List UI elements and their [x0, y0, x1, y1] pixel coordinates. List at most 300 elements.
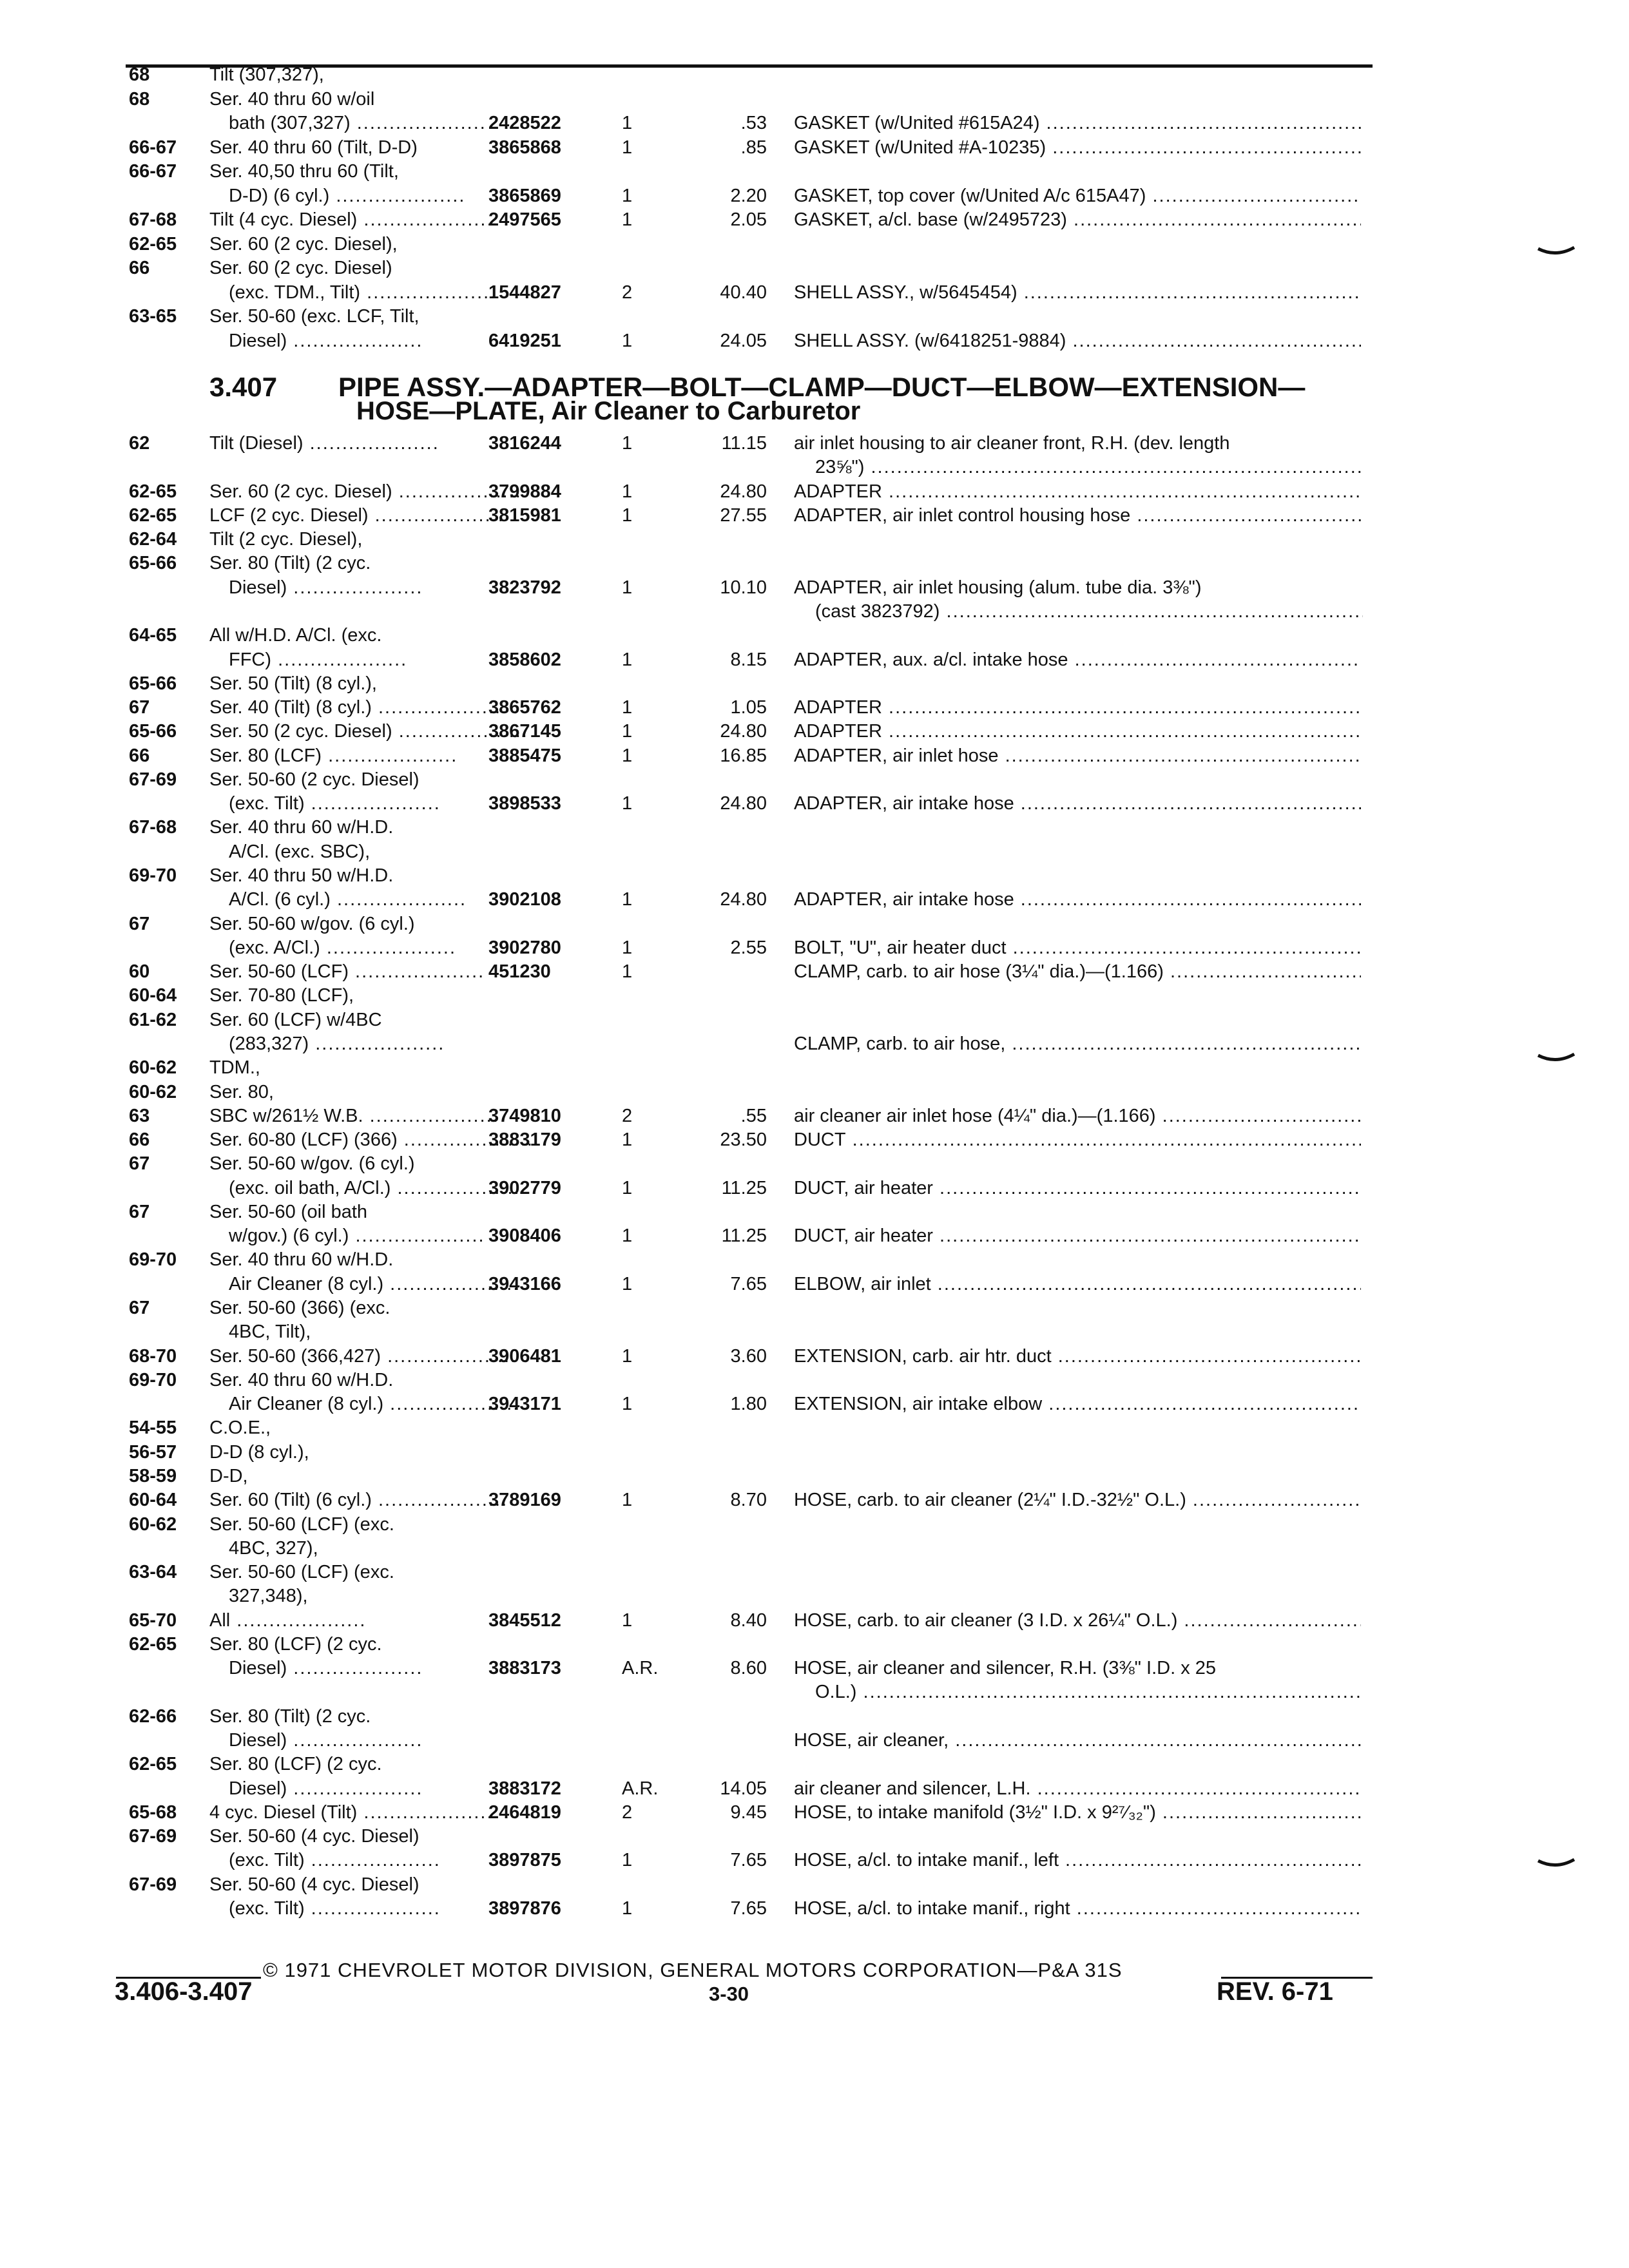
- table-row: [0, 1583, 1629, 1609]
- table-row: [0, 1223, 1629, 1249]
- section-title-line1: PIPE ASSY.—ADAPTER—BOLT—CLAMP—DUCT—ELBOW—EXTENSION—: [338, 372, 1306, 402]
- part-description: HOSE, a/cl. to intake manif., left .....: [794, 1847, 1361, 1873]
- application: Ser. 60 (2 cyc. Diesel),: [209, 233, 398, 255]
- footer-copyright: © 1971 CHEVROLET MOTOR DIVISION, GENERAL MOTORS CORPORATION—P&A 31S: [263, 1959, 1123, 1981]
- table-row: [0, 718, 1629, 744]
- model-years: 62: [129, 433, 150, 454]
- margin-mark: [1537, 244, 1576, 259]
- table-row: [0, 1079, 1629, 1105]
- application: Ser. 40 thru 60 w/H.D.: [209, 1249, 394, 1271]
- table-row: [0, 1055, 1629, 1081]
- model-years: 67: [129, 697, 150, 718]
- quantity: 1: [622, 1345, 633, 1367]
- table-row: [0, 1199, 1629, 1225]
- application: Ser. 50-60 (4 cyc. Diesel): [209, 1874, 419, 1895]
- quantity: 1: [622, 1490, 633, 1511]
- part-description: ADAPTER, air inlet control housing hose .....: [794, 503, 1361, 528]
- quantity: 1: [622, 1898, 633, 1919]
- part-description: ADAPTER .....: [794, 718, 1361, 744]
- model-years: 62-65: [129, 505, 177, 526]
- quantity: 1: [622, 889, 633, 910]
- part-description: HOSE, air cleaner, .....: [794, 1727, 1361, 1753]
- part-number: 3789169: [488, 1490, 561, 1511]
- model-years: 63: [129, 1105, 150, 1126]
- part-number: 3845512: [488, 1610, 561, 1631]
- price: 40.40: [720, 282, 767, 303]
- price: 7.65: [730, 1898, 767, 1919]
- part-description: EXTENSION, air intake elbow .....: [794, 1391, 1361, 1417]
- price: 24.80: [720, 793, 767, 814]
- table-row: [0, 671, 1629, 697]
- model-years: 68: [129, 88, 150, 110]
- part-number: 3902779: [488, 1177, 561, 1198]
- application: Ser. 50-60 (LCF) (exc.: [209, 1562, 394, 1583]
- application: FFC) .....: [229, 647, 407, 673]
- model-years: 67-68: [129, 209, 177, 230]
- part-description: DUCT, air heater .....: [794, 1175, 1361, 1201]
- model-years: 58-59: [129, 1465, 177, 1486]
- part-number: 3897875: [488, 1850, 561, 1871]
- part-description: HOSE, carb. to air cleaner (3 I.D. x 26¼" O.L.) .....: [794, 1608, 1361, 1633]
- price: 24.80: [720, 721, 767, 742]
- price: 24.80: [720, 481, 767, 502]
- part-description: ADAPTER, air intake hose .....: [794, 887, 1361, 912]
- table-row: [0, 1127, 1629, 1153]
- table-row: [0, 911, 1629, 937]
- part-description: SHELL ASSY. (w/6418251-9884) .....: [794, 328, 1361, 354]
- quantity: 1: [622, 481, 633, 502]
- model-years: 60-62: [129, 1081, 177, 1102]
- model-years: 65-66: [129, 721, 177, 742]
- part-description: ADAPTER, air inlet hose .....: [794, 743, 1361, 769]
- application: Ser. 60-80 (LCF) (366) .....: [209, 1127, 534, 1153]
- part-description: HOSE, carb. to air cleaner (2¼" I.D.-32½" O.L.) .....: [794, 1487, 1361, 1513]
- part-description: DUCT, air heater .....: [794, 1223, 1361, 1249]
- application: Ser. 60 (2 cyc. Diesel) .....: [209, 479, 528, 505]
- application: Ser. 60 (LCF) w/4BC: [209, 1009, 382, 1030]
- quantity: 1: [622, 721, 633, 742]
- model-years: 54-55: [129, 1418, 177, 1439]
- table-row: [0, 526, 1629, 552]
- table-row: [0, 1872, 1629, 1898]
- part-number: 3883179: [488, 1129, 561, 1151]
- application: Tilt (Diesel) .....: [209, 430, 439, 456]
- table-row: [0, 1319, 1629, 1345]
- application: Ser. 80 (Tilt) (2 cyc.: [209, 1706, 371, 1727]
- model-years: 66-67: [129, 161, 177, 182]
- table-row: [0, 303, 1629, 329]
- part-number: 3897876: [488, 1898, 561, 1919]
- table-row: [0, 1608, 1629, 1633]
- application: SBC w/261½ W.B. .....: [209, 1103, 499, 1129]
- quantity: 1: [622, 649, 633, 670]
- table-row: [0, 1247, 1629, 1273]
- application: D-D) (6 cyl.) .....: [229, 183, 465, 209]
- table-row: [0, 814, 1629, 840]
- part-description: (cast 3823792) .....: [815, 599, 1363, 624]
- model-years: 62-64: [129, 529, 177, 550]
- table-row: [0, 887, 1629, 912]
- model-years: 60-64: [129, 1490, 177, 1511]
- table-row: [0, 1343, 1629, 1369]
- margin-mark: [1537, 1050, 1576, 1066]
- quantity: 1: [622, 1129, 633, 1151]
- table-row: [0, 231, 1629, 257]
- part-description: O.L.) .....: [815, 1679, 1363, 1705]
- part-number: 3898533: [488, 793, 561, 814]
- model-years: 68: [129, 64, 150, 85]
- table-row: [0, 983, 1629, 1008]
- table-row: [0, 503, 1629, 528]
- quantity: A.R.: [622, 1778, 659, 1799]
- application: 327,348),: [229, 1586, 308, 1607]
- part-number: 3885475: [488, 745, 561, 766]
- application: C.O.E.,: [209, 1418, 271, 1439]
- table-row: [0, 863, 1629, 889]
- table-row: [0, 1896, 1629, 1921]
- model-years: 60: [129, 961, 150, 983]
- table-row: [0, 935, 1629, 961]
- part-description: air cleaner and silencer, L.H. .....: [794, 1776, 1361, 1802]
- price: .53: [740, 113, 767, 133]
- quantity: 1: [622, 697, 633, 718]
- table-row: [0, 1847, 1629, 1873]
- part-number: 3908406: [488, 1225, 561, 1247]
- table-row: [0, 454, 1629, 480]
- price: 8.40: [730, 1610, 767, 1631]
- application: Diesel) .....: [229, 575, 423, 601]
- table-row: [0, 1727, 1629, 1753]
- part-number: 3867145: [488, 721, 561, 742]
- quantity: 1: [622, 793, 633, 814]
- table-row: [0, 1367, 1629, 1393]
- application: Ser. 80 (Tilt) (2 cyc.: [209, 553, 371, 574]
- model-years: 65-68: [129, 1802, 177, 1823]
- table-row: [0, 280, 1629, 305]
- application: Air Cleaner (8 cyl.) .....: [229, 1391, 519, 1417]
- table-row: [0, 1704, 1629, 1729]
- table-row: [0, 62, 1629, 88]
- application: Ser. 50 (Tilt) (8 cyl.),: [209, 673, 377, 694]
- table-row: [0, 695, 1629, 720]
- model-years: 56-57: [129, 1441, 177, 1463]
- application: Ser. 40 thru 60 w/H.D.: [209, 817, 394, 838]
- part-description: GASKET (w/United #615A24) .....: [794, 110, 1361, 136]
- part-number: 3823792: [488, 577, 561, 598]
- table-row: [0, 1535, 1629, 1561]
- application: All .....: [209, 1608, 366, 1633]
- model-years: 60-62: [129, 1057, 177, 1079]
- model-years: 67: [129, 1153, 150, 1175]
- part-description: ADAPTER, aux. a/cl. intake hose .....: [794, 647, 1361, 673]
- table-row: [0, 1776, 1629, 1802]
- price: .55: [740, 1105, 767, 1126]
- part-description: GASKET (w/United #A-10235) .....: [794, 135, 1361, 160]
- part-description: air cleaner air inlet hose (4¼" dia.)—(1.166) .....: [794, 1103, 1361, 1129]
- application: (exc. oil bath, A/Cl.) .....: [229, 1175, 527, 1201]
- price: 23.50: [720, 1129, 767, 1151]
- price: 24.80: [720, 889, 767, 910]
- part-description: DUCT .....: [794, 1127, 1361, 1153]
- application: Ser. 50-60 (366,427) .....: [209, 1343, 517, 1369]
- model-years: 67: [129, 1298, 150, 1319]
- application: bath (307,327) .....: [229, 110, 487, 136]
- model-years: 62-65: [129, 481, 177, 502]
- table-row: [0, 791, 1629, 816]
- part-description: ADAPTER .....: [794, 479, 1361, 505]
- application: Tilt (2 cyc. Diesel),: [209, 529, 363, 550]
- application: Ser. 50-60 (4 cyc. Diesel): [209, 1826, 419, 1847]
- price: 8.60: [730, 1658, 767, 1679]
- part-number: 3749810: [488, 1105, 561, 1126]
- table-row: [0, 430, 1629, 456]
- model-years: 63-64: [129, 1562, 177, 1583]
- quantity: 1: [622, 330, 633, 351]
- table-row: [0, 1151, 1629, 1177]
- table-row: [0, 1559, 1629, 1585]
- quantity: 1: [622, 137, 633, 158]
- part-number: 3865869: [488, 185, 561, 206]
- model-years: 67: [129, 1201, 150, 1222]
- part-number: 3815981: [488, 505, 561, 526]
- quantity: 1: [622, 961, 633, 983]
- application: A/Cl. (exc. SBC),: [229, 841, 371, 862]
- footer-revision: REV. 6-71: [1217, 1977, 1333, 2006]
- part-number: 3902780: [488, 937, 561, 958]
- quantity: 1: [622, 1177, 633, 1198]
- quantity: 1: [622, 937, 633, 958]
- price: 8.15: [730, 649, 767, 670]
- quantity: 1: [622, 1273, 633, 1294]
- application: Ser. 40 thru 60 w/oil: [209, 88, 375, 110]
- table-row: [0, 1175, 1629, 1201]
- part-number: 3799884: [488, 481, 561, 502]
- part-description: ADAPTER .....: [794, 695, 1361, 720]
- application: (exc. Tilt) .....: [229, 1896, 441, 1921]
- application: Diesel) .....: [229, 1727, 423, 1753]
- part-description: CLAMP, carb. to air hose (3¼" dia.)—(1.166) .....: [794, 959, 1361, 985]
- part-number: 2428522: [488, 113, 561, 133]
- model-years: 61-62: [129, 1009, 177, 1030]
- table-row: [0, 328, 1629, 354]
- application: Ser. 80 (LCF) .....: [209, 743, 458, 769]
- quantity: A.R.: [622, 1658, 659, 1679]
- model-years: 66-67: [129, 137, 177, 158]
- price: 1.80: [730, 1394, 767, 1415]
- application: Ser. 50-60 (366) (exc.: [209, 1298, 390, 1319]
- application: Tilt (4 cyc. Diesel) .....: [209, 207, 494, 233]
- footer-copyright-line: [116, 1957, 1373, 1983]
- application: Ser. 50-60 (LCF) (exc.: [209, 1514, 394, 1535]
- table-row: [0, 1655, 1629, 1681]
- table-row: [0, 1631, 1629, 1657]
- application: 4BC, 327),: [229, 1537, 318, 1559]
- model-years: 62-65: [129, 1633, 177, 1655]
- application: Ser. 50-60 (exc. LCF, Tilt,: [209, 306, 419, 327]
- quantity: 1: [622, 1610, 633, 1631]
- price: 14.05: [720, 1778, 767, 1799]
- part-number: 3906481: [488, 1345, 561, 1367]
- part-number: 2497565: [488, 209, 561, 230]
- price: 10.10: [720, 577, 767, 598]
- application: Ser. 80 (LCF) (2 cyc.: [209, 1754, 382, 1775]
- application: D-D (8 cyl.),: [209, 1441, 309, 1463]
- table-row: [0, 767, 1629, 793]
- table-row: [0, 839, 1629, 865]
- application: Ser. 50-60 w/gov. (6 cyl.): [209, 913, 415, 934]
- quantity: 1: [622, 505, 633, 526]
- part-description: HOSE, a/cl. to intake manif., right .....: [794, 1896, 1361, 1921]
- application: Ser. 50 (2 cyc. Diesel) .....: [209, 718, 528, 744]
- quantity: 1: [622, 745, 633, 766]
- quantity: 1: [622, 113, 633, 133]
- application: Ser. 40 thru 60 w/H.D.: [209, 1369, 394, 1390]
- part-number: 3943171: [488, 1394, 561, 1415]
- application: w/gov.) (6 cyl.) .....: [229, 1223, 485, 1249]
- model-years: 65-70: [129, 1610, 177, 1631]
- quantity: 2: [622, 282, 633, 303]
- model-years: 66: [129, 745, 150, 766]
- application: Ser. 60 (Tilt) (6 cyl.) .....: [209, 1487, 508, 1513]
- margin-mark: [1537, 1856, 1576, 1871]
- table-row: [0, 1487, 1629, 1513]
- part-description: CLAMP, carb. to air hose, .....: [794, 1031, 1361, 1057]
- table-row: [0, 1031, 1629, 1057]
- model-years: 68-70: [129, 1345, 177, 1367]
- application: TDM.,: [209, 1057, 260, 1079]
- quantity: 1: [622, 185, 633, 206]
- model-years: 60-62: [129, 1514, 177, 1535]
- price: 7.65: [730, 1850, 767, 1871]
- application: 4BC, Tilt),: [229, 1321, 311, 1343]
- quantity: 1: [622, 1394, 633, 1415]
- table-row: [0, 1271, 1629, 1297]
- part-description: HOSE, air cleaner and silencer, R.H. (3⅜" I.D. x 25: [794, 1658, 1217, 1679]
- table-row: [0, 479, 1629, 505]
- table-row: [0, 1103, 1629, 1129]
- part-number: 3858602: [488, 649, 561, 670]
- application: Ser. 40 thru 50 w/H.D.: [209, 865, 394, 887]
- model-years: 69-70: [129, 1369, 177, 1390]
- section-title-line2: HOSE—PLATE, Air Cleaner to Carburetor: [356, 397, 861, 425]
- footer-section-range: 3.406-3.407: [115, 1977, 253, 2006]
- quantity: 1: [622, 1225, 633, 1247]
- table-row: [0, 159, 1629, 184]
- table-row: [0, 183, 1629, 209]
- part-description: 23⅝") .....: [815, 454, 1363, 480]
- part-number: 3902108: [488, 889, 561, 910]
- model-years: 64-65: [129, 625, 177, 646]
- model-years: 69-70: [129, 1249, 177, 1271]
- part-number: 2464819: [488, 1802, 561, 1823]
- application: All w/H.D. A/Cl. (exc.: [209, 625, 382, 646]
- application: Ser. 50-60 (LCF) .....: [209, 959, 485, 985]
- quantity: 1: [622, 1850, 633, 1871]
- model-years: 65-66: [129, 673, 177, 694]
- price: 16.85: [720, 745, 767, 766]
- table-row: [0, 1391, 1629, 1417]
- quantity: 2: [622, 1802, 633, 1823]
- model-years: 62-66: [129, 1706, 177, 1727]
- application: (exc. TDM., Tilt) .....: [229, 280, 496, 305]
- table-row: [0, 86, 1629, 112]
- price: 9.45: [730, 1802, 767, 1823]
- table-row: [0, 1512, 1629, 1537]
- model-years: 66: [129, 1129, 150, 1151]
- table-row: [0, 135, 1629, 160]
- table-row: [0, 550, 1629, 576]
- table-row: [0, 647, 1629, 673]
- model-years: 62-65: [129, 1754, 177, 1775]
- model-years: 67-68: [129, 817, 177, 838]
- application: (283,327) .....: [229, 1031, 445, 1057]
- part-number: 3943166: [488, 1273, 561, 1294]
- price: 11.25: [721, 1225, 767, 1247]
- part-number: 3865762: [488, 697, 561, 718]
- application: Ser. 50-60 (oil bath: [209, 1201, 368, 1222]
- price: 3.60: [730, 1345, 767, 1367]
- part-description: ADAPTER, air inlet housing (alum. tube dia. 3⅜"): [794, 577, 1202, 598]
- part-number: 3883173: [488, 1658, 561, 1679]
- price: 2.20: [730, 185, 767, 206]
- section-number: 3.407: [209, 372, 278, 402]
- model-years: 67-69: [129, 1874, 177, 1895]
- part-number: 3883172: [488, 1778, 561, 1799]
- part-number: 6419251: [488, 330, 561, 351]
- table-row: [0, 575, 1629, 601]
- model-years: 66: [129, 258, 150, 278]
- table-row: [0, 1800, 1629, 1825]
- part-description: GASKET, top cover (w/United A/c 615A47) .....: [794, 183, 1361, 209]
- table-row: [0, 622, 1629, 648]
- table-row: [0, 1439, 1629, 1465]
- application: Diesel) .....: [229, 328, 423, 354]
- part-description: BOLT, "U", air heater duct .....: [794, 935, 1361, 961]
- part-description: EXTENSION, carb. air htr. duct .....: [794, 1343, 1361, 1369]
- model-years: 62-65: [129, 233, 177, 255]
- price: .85: [740, 137, 767, 158]
- application: A/Cl. (6 cyl.) .....: [229, 887, 467, 912]
- application: LCF (2 cyc. Diesel) .....: [209, 503, 505, 528]
- application: Ser. 50-60 w/gov. (6 cyl.): [209, 1153, 415, 1175]
- table-row: [0, 959, 1629, 985]
- part-description: air inlet housing to air cleaner front, R.H. (dev. length: [794, 433, 1230, 454]
- table-row: [0, 1295, 1629, 1321]
- application: Ser. 40 thru 60 (Tilt, D-D): [209, 137, 418, 158]
- part-description: ADAPTER, air intake hose .....: [794, 791, 1361, 816]
- part-description: GASKET, a/cl. base (w/2495723) .....: [794, 207, 1361, 233]
- application: Diesel) .....: [229, 1776, 423, 1802]
- quantity: 1: [622, 577, 633, 598]
- price: 11.15: [721, 433, 767, 454]
- price: 24.05: [720, 330, 767, 351]
- price: 2.05: [730, 209, 767, 230]
- part-number: 1544827: [488, 282, 561, 303]
- application: D-D,: [209, 1465, 248, 1486]
- price: 27.55: [720, 505, 767, 526]
- application: 4 cyc. Diesel (Tilt) .....: [209, 1800, 494, 1825]
- part-number: 451230: [488, 961, 551, 983]
- quantity: 1: [622, 209, 633, 230]
- price: 7.65: [730, 1273, 767, 1294]
- application: Ser. 50-60 (2 cyc. Diesel): [209, 769, 419, 790]
- table-row: [0, 599, 1629, 624]
- application: (exc. Tilt) .....: [229, 791, 441, 816]
- model-years: 67-69: [129, 769, 177, 790]
- application: Ser. 70-80 (LCF),: [209, 985, 354, 1006]
- price: 2.55: [730, 937, 767, 958]
- part-number: 3865868: [488, 137, 561, 158]
